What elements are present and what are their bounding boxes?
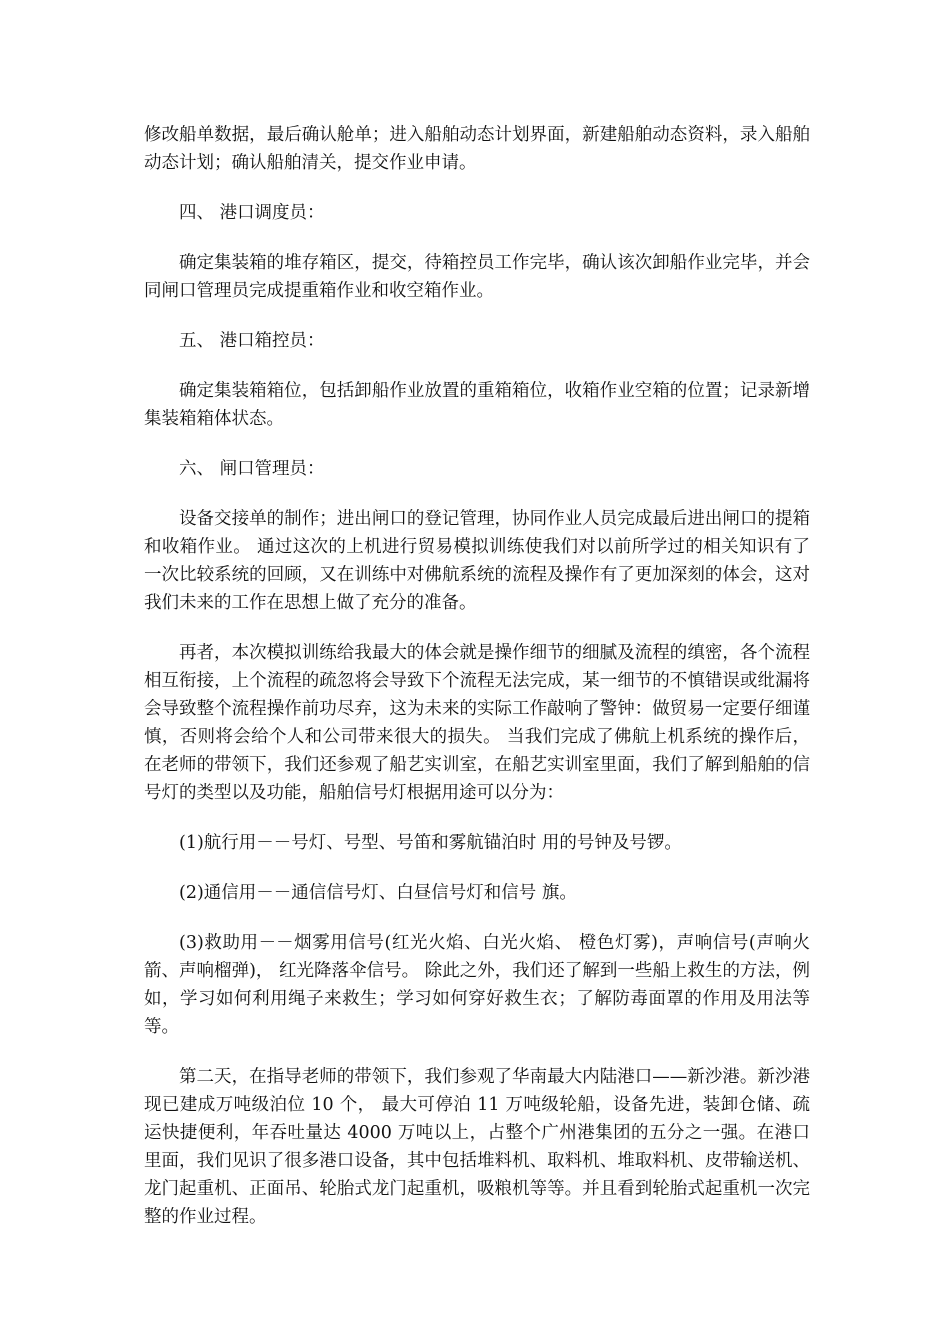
list-item-rescue-signals: (3)救助用－－烟雾用信号(红光火焰、白光火焰、 橙色灯雾)，声响信号(声响火箭、声响榴弹)， 红光降落伞信号。 除此之外，我们还了解到一些船上救生的方法，例如，学习如何利用绳子来救生；学习如何穿好救生衣；了解防毒面罩的作用及用法等等。: [144, 933, 810, 1037]
document-body: [144, 121, 810, 1231]
paragraph-reflection: 再者，本次模拟训练给我最大的体会就是操作细节的细腻及流程的缜密，各个流程相互衔接，上个流程的疏忽将会导致下个流程无法完成，某一细节的不慎错误或纰漏将会导致整个流程操作前功尽弃，这为未来的实际工作敲响了警钟：做贸易一定要仔细谨慎，否则将会给个人和公司带来很大的损失。 当我们完成了佛航上机系统的操作后，在老师的带领下，我们还参观了船艺实训室，在船艺实训室里面，我们了解到船舶的信号灯的类型以及功能，船舶信号灯根据用途可以分为：: [144, 643, 810, 803]
paragraph-continued: 修改船单数据，最后确认舱单；进入船舶动态计划界面，新建船舶动态资料，录入船舶动态计划；确认船舶清关，提交作业申请。: [144, 125, 810, 173]
paragraph-box-controller: 确定集装箱箱位，包括卸船作业放置的重箱箱位，收箱作业空箱的位置；记录新增集装箱箱体状态。: [144, 381, 810, 429]
heading-port-dispatcher: 四、 港口调度员：: [179, 203, 325, 223]
paragraph-day-two: 第二天，在指导老师的带领下，我们参观了华南最大内陆港口——新沙港。新沙港现已建成万吨级泊位 10 个， 最大可停泊 11 万吨级轮船，设备先进，装卸仓储、疏运快捷便利，年吞吐量达 4000 万吨以上，占整个广州港集团的五分之一强。在港口里面，我们见识了很多港口设备，其中包括堆料机、取料机、堆取料机、皮带输送机、龙门起重机、正面吊、轮胎式龙门起重机，吸粮机等等。并且看到轮胎式起重机一次完整的作业过程。: [144, 1067, 810, 1227]
heading-gate-manager: 六、 闸口管理员：: [179, 459, 325, 479]
heading-box-controller: 五、 港口箱控员：: [179, 331, 325, 351]
paragraph-gate-manager: 设备交接单的制作；进出闸口的登记管理，协同作业人员完成最后进出闸口的提箱和收箱作业。 通过这次的上机进行贸易模拟训练使我们对以前所学过的相关知识有了一次比较系统的回顾，又在训练中对佛航系统的流程及操作有了更加深刻的体会，这对我们未来的工作在思想上做了充分的准备。: [144, 509, 810, 613]
list-item-navigation-signals: (1)航行用－－号灯、号型、号笛和雾航锚泊时 用的号钟及号锣。: [179, 833, 682, 853]
list-item-communication-signals: (2)通信用－－通信信号灯、白昼信号灯和信号 旗。: [179, 883, 577, 903]
paragraph-port-dispatcher: 确定集装箱的堆存箱区，提交，待箱控员工作完毕，确认该次卸船作业完毕，并会同闸口管理员完成提重箱作业和收空箱作业。: [144, 253, 810, 301]
